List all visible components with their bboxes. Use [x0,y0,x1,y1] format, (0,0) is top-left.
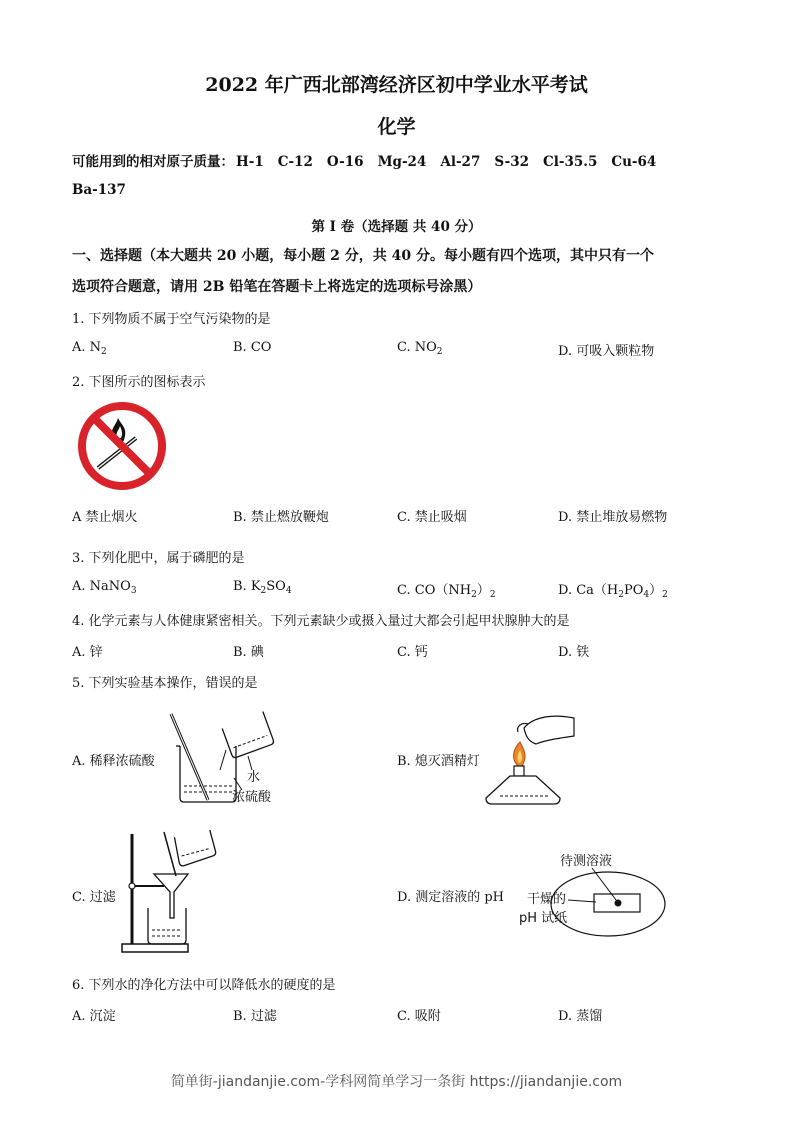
atomic-mass-line [72,150,670,170]
volume-heading: 第 I 卷（选择题 共 40 分） [311,219,482,235]
question-2-option-c: C. 禁止吸烟 [397,510,467,525]
atomic-mass-item: Cu-64 [611,154,657,170]
question-4-option-d: D. 铁 [558,645,590,660]
question-3-option-b: B. $K_2SO_4$ [233,579,292,596]
exam-title: 2022 年广西北部湾经济区初中学业水平考试 [205,74,588,96]
question-6-option-a: A. 沉淀 [72,1009,116,1024]
question-5-stem: 5. 下列实验基本操作，错误的是 [72,676,258,691]
question-5-option-a: A. 稀释浓硫酸 [72,754,155,769]
question-6-option-c: C. 吸附 [397,1009,441,1024]
question-1-option-c: C. $NO_2$ [397,340,443,357]
question-5-option-b: B. 熄灭酒精灯 [397,754,480,769]
atomic-mass-item: Cl-35.5 [542,154,598,170]
label-test-solution: 待测溶液 [560,854,613,869]
label-ph-paper: pH 试纸 [519,911,568,926]
atomic-mass-item: Mg-24 [377,154,427,170]
label-water: 水 [247,770,261,785]
question-4-stem: 4. 化学元素与人体健康紧密相关。下列元素缺少或摄入量过大都会引起甲状腺肿大的是 [72,614,570,629]
atomic-mass-item: S-32 [494,154,529,170]
atomic-mass-label: 可能用到的相对原子质量： [72,154,234,170]
no-fire-sign-icon [76,400,168,492]
question-3-stem: 3. 下列化肥中，属于磷肥的是 [72,551,245,566]
question-4-option-c: C. 钙 [397,645,428,660]
section-instructions-1: 一、选择题（本大题共 20 小题，每小题 2 分，共 40 分。每小题有四个选项，其中只有一个 [72,248,654,264]
label-dry: 干燥的 [527,892,567,907]
question-6-stem: 6. 下列水的净化方法中可以降低水的硬度的是 [72,978,336,993]
alcohol-lamp-diagram [484,708,580,808]
question-2-stem: 2. 下图所示的图标表示 [72,375,206,390]
atomic-mass-item: C-12 [277,154,313,170]
question-2-option-a: A 禁止烟火 [72,510,138,525]
filtration-diagram [118,830,218,956]
question-5-option-d: D. 测定溶液的 pH [397,890,505,905]
label-conc-acid: 浓硫酸 [232,790,272,805]
question-2-option-d: D. 禁止堆放易燃物 [558,510,668,525]
question-1-option-d: D. 可吸入颗粒物 [558,344,655,359]
question-4-option-b: B. 碘 [233,645,264,660]
watermark-footer: 简单街-jiandanjie.com-学科网简单学习一条街 https://jiandanjie.com [170,1074,623,1090]
question-1-option-b: B. CO [233,340,272,355]
question-5-option-c: C. 过滤 [72,890,116,905]
section-instructions-2: 选项符合题意，请用 2B 铅笔在答题卡上将选定的选项标号涂黑） [72,279,482,295]
atomic-mass-item: H-1 [236,154,264,170]
question-3-option-d: D. $Ca(H_2PO_4)_2$ [558,583,668,600]
subject-title: 化学 [377,116,416,138]
atomic-mass-item: O-16 [326,154,364,170]
question-1-stem: 1. 下列物质不属于空气污染物的是 [72,312,271,327]
question-2-option-b: B. 禁止燃放鞭炮 [233,510,329,525]
question-4-option-a: A. 锌 [72,645,103,660]
atomic-mass-item: Al-27 [440,154,481,170]
question-1-option-a: A. $N_2$ [72,340,107,357]
question-6-option-d: D. 蒸馏 [558,1009,603,1024]
question-3-option-a: A. NaNO$_3$ [72,579,137,596]
atomic-mass-extra: Ba-137 [72,182,126,198]
question-3-option-c: C. $CO(NH_2)_2$ [397,583,496,600]
question-6-option-b: B. 过滤 [233,1009,277,1024]
